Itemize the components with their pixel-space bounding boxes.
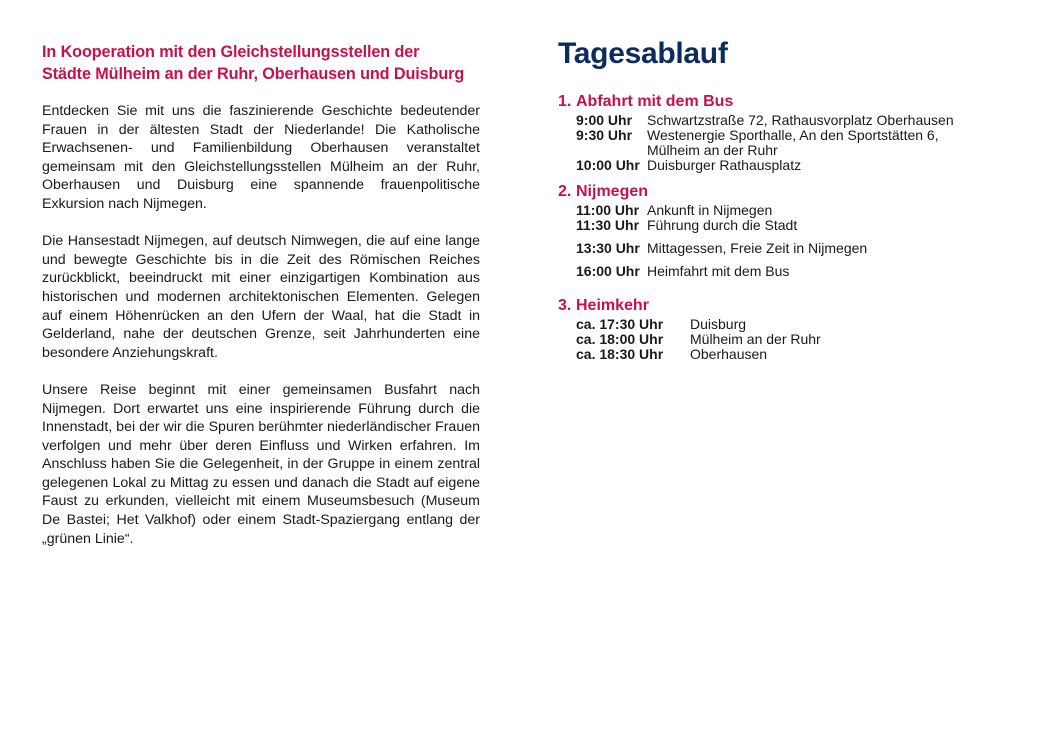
schedule-description: Duisburger Rathausplatz [647, 157, 802, 173]
page-title: Tagesablauf [558, 37, 728, 70]
section-heading [558, 92, 998, 112]
schedule-row [576, 113, 998, 128]
schedule-time: 11:30 Uhr [576, 217, 640, 233]
schedule-description: Mülheim an der Ruhr [690, 331, 821, 347]
schedule-description: Oberhausen [690, 346, 768, 362]
schedule-time: 9:00 Uhr [576, 112, 633, 128]
section-number: 2. [558, 183, 572, 200]
schedule-time: 13:30 Uhr [576, 240, 640, 256]
schedule-list [576, 317, 998, 362]
cooperation-heading [42, 41, 480, 85]
trip-description-paragraph: Unsere Reise beginnt mit einer gemeinsamen Busfahrt nach Nijmegen. Dort erwartet uns eine inspirierende Führung durch die Innenstadt, bei der wir die Spuren berühmter niederländischer Frauen verfolgen und mehr über deren Einfluss und Wirken erfahren. Im Anschluss haben Sie die Gelegenheit, in der Gruppe in einem zentral gelegenen Lokal zu Mittag zu essen und danach die Stadt auf eigene Faust zu erkunden, vielleicht mit einem Museumsbesuch (Museum De Bastei; Het Valkhof) oder einem Stadt-Spaziergang entlang der „grünen Linie“. [42, 381, 480, 547]
schedule-description-line1: Westenergie Sporthalle, An den Sportstätten 6, [647, 127, 939, 143]
schedule-row [576, 347, 998, 362]
cooperation-heading-line2: Städte Mülheim an der Ruhr, Oberhausen und Duisburg [42, 65, 465, 83]
schedule-row [576, 158, 998, 173]
schedule-section-departure [558, 92, 998, 173]
schedule-description-line2: Mülheim an der Ruhr [647, 142, 778, 158]
section-number: 3. [558, 297, 572, 314]
schedule-row [576, 264, 998, 279]
schedule-description: Führung durch die Stadt [647, 217, 798, 233]
schedule-row [576, 317, 998, 332]
schedule-row [576, 128, 998, 158]
schedule-row [576, 203, 998, 218]
schedule-description [647, 128, 998, 158]
schedule-description: Duisburg [690, 316, 747, 332]
schedule-description: Ankunft in Nijmegen [647, 202, 773, 218]
section-number: 1. [558, 93, 572, 110]
schedule-time: 10:00 Uhr [576, 157, 640, 173]
intro-column [42, 41, 480, 567]
schedule-row [576, 332, 998, 347]
schedule-row [576, 241, 998, 256]
schedule-time: ca. 18:30 Uhr [576, 346, 664, 362]
schedule-description: Heimfahrt mit dem Bus [647, 263, 790, 279]
schedule-description: Mittagessen, Freie Zeit in Nijmegen [647, 240, 868, 256]
schedule-time: ca. 17:30 Uhr [576, 316, 664, 332]
schedule-time: ca. 18:00 Uhr [576, 331, 664, 347]
schedule-column [558, 34, 998, 362]
schedule-time: 9:30 Uhr [576, 127, 633, 143]
section-title: Heimkehr [576, 297, 649, 314]
schedule-section-return [558, 296, 998, 362]
schedule-time: 16:00 Uhr [576, 263, 640, 279]
nijmegen-history-paragraph: Die Hansestadt Nijmegen, auf deutsch Nimwegen, die auf eine lange und bewegte Geschichte bis in die Zeit des Römischen Reiches zurückblickt, beeindruckt mit einer einzigartigen Kombination aus historischen und modernen architektonischen Elementen. Gelegen auf einem Höhenrücken an den Ufern der Waal, hat die Stadt in Gelderland, nahe der deutschen Grenze, seit Jahrhunderten eine besondere Anziehungskraft. [42, 233, 480, 361]
schedule-list [576, 113, 998, 173]
intro-paragraph: Entdecken Sie mit uns die faszinierende Geschichte bedeutender Frauen in der ältesten Stadt der Niederlande! Die Katholische Erwachsenen- und Familienbildung Oberhausen veranstaltet gemeinsam mit den Gleichstellungsstellen Mülheim an der Ruhr, Oberhausen und Duisburg eine spannende frauenpolitische Exkursion nach Nijmegen. [42, 103, 480, 212]
section-heading [558, 296, 998, 316]
cooperation-heading-line1: In Kooperation mit den Gleichstellungsstellen der [42, 43, 420, 61]
schedule-row [576, 218, 998, 233]
schedule-description: Schwartzstraße 72, Rathausvorplatz Oberhausen [647, 112, 954, 128]
schedule-section-nijmegen [558, 182, 998, 279]
section-heading [558, 182, 998, 202]
schedule-time: 11:00 Uhr [576, 202, 640, 218]
section-title: Nijmegen [576, 183, 649, 200]
schedule-list [576, 203, 998, 279]
section-title: Abfahrt mit dem Bus [576, 93, 734, 110]
